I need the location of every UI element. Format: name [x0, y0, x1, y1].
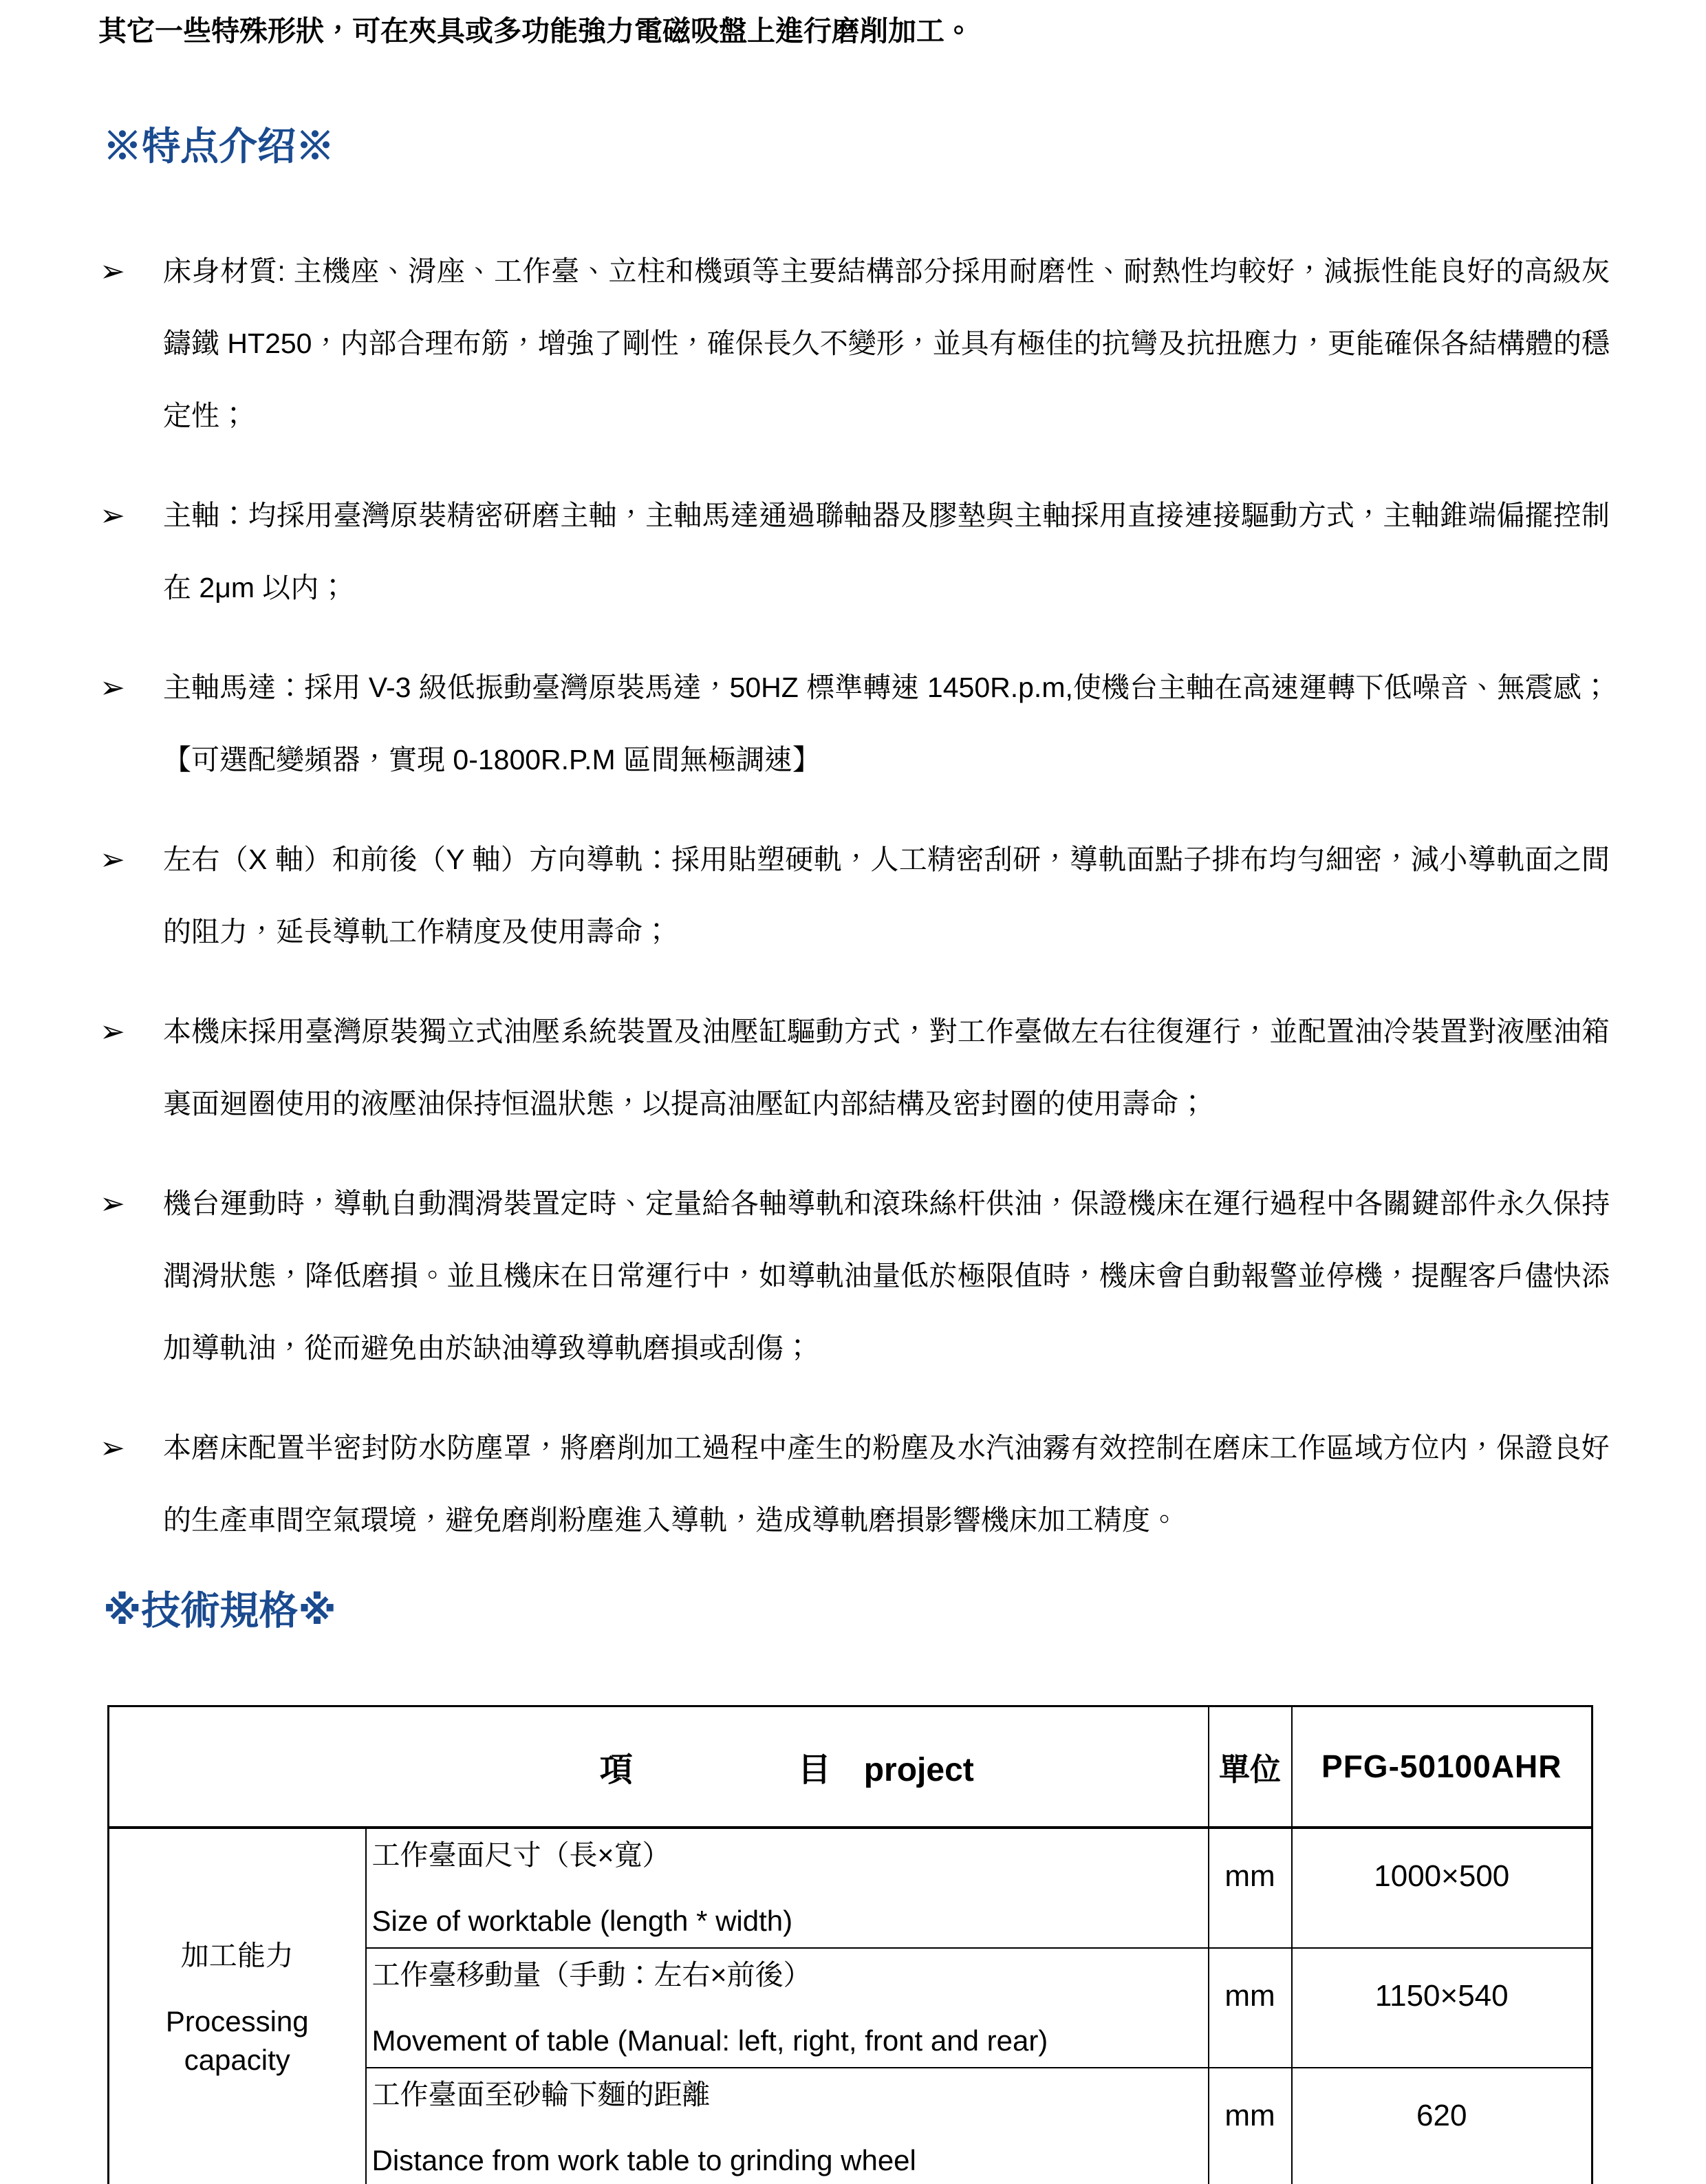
feature-text: 床身材質: 主機座、滑座、工作臺、立柱和機頭等主要結構部分採用耐磨性、耐熱性均較好，減振性能良好的高級灰鑄鐵 HT250，内部合理布筋，增強了剛性，確保長久不變形，並具有極佳的抗彎及抗扭應力，更能確保各結構體的穩定性； [163, 255, 1610, 431]
arrow-bullet-icon: ➢ [100, 843, 125, 877]
specs-heading: ※技術規格※ [103, 1589, 336, 1633]
unit-cell: mm [1209, 1948, 1292, 2068]
feature-item [100, 480, 1610, 624]
specs-table [107, 1705, 1593, 2184]
item-label-en: Distance from work table to grinding wheel [371, 2143, 916, 2176]
feature-item [100, 1168, 1610, 1384]
table-row [109, 1828, 1592, 1948]
feature-text: 本機床採用臺灣原裝獨立式油壓系統裝置及油壓缸驅動方式，對工作臺做左右往復運行，並配置油冷裝置對液壓油箱裏面迴圈使用的液壓油保持恒溫狀態，以提高油壓缸内部結構及密封圈的使用壽命； [163, 1016, 1610, 1120]
arrow-bullet-icon: ➢ [100, 1431, 125, 1465]
column-header-unit: 單位 [1209, 1706, 1292, 1828]
column-header-model: PFG-50100AHR [1292, 1706, 1592, 1828]
feature-text: 左右（X 軸）和前後（Y 軸）方向導軌：採用貼塑硬軌，人工精密刮研，導軌面點子排布均勻細密，減小導軌面之間的阻力，延長導軌工作精度及使用壽命； [163, 844, 1610, 948]
category-label-en: Processing capacity [165, 2004, 309, 2076]
arrow-bullet-icon: ➢ [100, 255, 125, 288]
feature-text: 機台運動時，導軌自動潤滑裝置定時、定量給各軸導軌和滾珠絲杆供油，保證機床在運行過程中各關鍵部件永久保持潤滑狀態，降低磨損。並且機床在日常運行中，如導軌油量低於極限值時，機床會自動報警並停機，提醒客戶儘快添加導軌油，從而避免由於缺油導致導軌磨損或刮傷； [163, 1188, 1610, 1364]
item-cell [366, 1948, 1209, 2068]
item-label-en: Movement of table (Manual: left, right, front and rear) [371, 2024, 1048, 2057]
arrow-bullet-icon: ➢ [100, 1015, 125, 1049]
feature-item [100, 235, 1610, 452]
value-cell: 620 [1292, 2068, 1592, 2184]
features-list [0, 235, 1706, 1556]
item-label-zh: 工作臺面至砂輪下麵的距離 [371, 2078, 711, 2110]
category-cell [109, 1828, 366, 2184]
value-cell: 1150×540 [1292, 1948, 1592, 2068]
arrow-bullet-icon: ➢ [100, 671, 125, 705]
feature-item [100, 1412, 1610, 1556]
feature-text: 主軸馬達：採用 V-3 級低振動臺灣原裝馬達，50HZ 標準轉速 1450R.p.m,使機台主軸在高速運轉下低噪音、無震感；【可選配變頻器，實現 0-1800R.P.M 區間無極調速】 [163, 672, 1610, 775]
category-label-zh: 加工能力 [180, 1939, 294, 1971]
features-heading: ※特点介绍※ [103, 126, 334, 169]
arrow-bullet-icon: ➢ [100, 1187, 125, 1221]
intro-paragraph: 其它一些特殊形狀，可在夾具或多功能強力電磁吸盤上進行磨削加工。 [98, 15, 973, 47]
feature-item [100, 652, 1610, 796]
item-cell [366, 2068, 1209, 2184]
unit-cell: mm [1209, 1828, 1292, 1948]
feature-text: 本磨床配置半密封防水防塵罩，將磨削加工過程中產生的粉塵及水汽油霧有效控制在磨床工作區域方位内，保證良好的生產車間空氣環境，避免磨削粉塵進入導軌，造成導軌磨損影響機床加工精度。 [163, 1432, 1610, 1536]
column-header-project: 項 目 project [109, 1706, 1209, 1828]
item-label-zh: 工作臺面尺寸（長×寬） [371, 1839, 671, 1871]
feature-text: 主軸：均採用臺灣原裝精密研磨主軸，主軸馬達通過聯軸器及膠墊與主軸採用直接連接驅動方式，主軸錐端偏擺控制在 2μm 以内； [163, 500, 1610, 603]
table-header-row [109, 1706, 1592, 1828]
item-cell [366, 1828, 1209, 1948]
feature-item [100, 996, 1610, 1140]
item-label-en: Size of worktable (length * width) [371, 1904, 793, 1937]
value-cell: 1000×500 [1292, 1828, 1592, 1948]
item-label-zh: 工作臺移動量（手動：左右×前後） [371, 1958, 812, 1991]
unit-cell: mm [1209, 2068, 1292, 2184]
feature-item [100, 824, 1610, 968]
arrow-bullet-icon: ➢ [100, 499, 125, 533]
